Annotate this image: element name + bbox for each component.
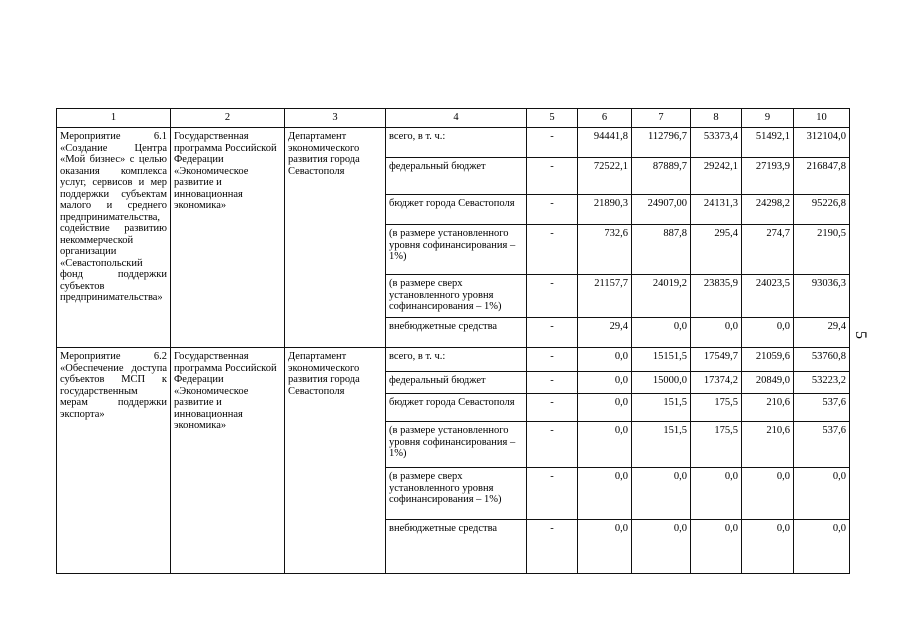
col5-cell: - <box>527 422 578 468</box>
value-cell: 0,0 <box>632 520 691 574</box>
value-cell: 23835,9 <box>691 275 742 318</box>
value-cell: 0,0 <box>632 318 691 348</box>
value-cell: 0,0 <box>578 372 632 394</box>
value-cell: 175,5 <box>691 394 742 422</box>
value-cell: 0,0 <box>742 468 794 520</box>
header-cell: 10 <box>794 109 850 128</box>
value-cell: 53373,4 <box>691 128 742 158</box>
value-cell: 0,0 <box>742 318 794 348</box>
executor-cell: Департамент экономического развития города Севастополя <box>285 348 386 574</box>
total-cell: 537,6 <box>794 422 850 468</box>
total-cell: 93036,3 <box>794 275 850 318</box>
col5-cell: - <box>527 394 578 422</box>
source-cell: (в размере установленного уровня софинансирования – 1%) <box>386 225 527 275</box>
value-cell: 0,0 <box>742 520 794 574</box>
event-cell: Мероприятие 6.2 «Обеспечение доступа субъектов МСП к государственным мерам поддержки экспорта» <box>57 348 171 574</box>
value-cell: 21059,6 <box>742 348 794 372</box>
value-cell: 21890,3 <box>578 195 632 225</box>
value-cell: 51492,1 <box>742 128 794 158</box>
total-cell: 0,0 <box>794 520 850 574</box>
col5-cell: - <box>527 318 578 348</box>
source-cell: федеральный бюджет <box>386 158 527 195</box>
source-cell: бюджет города Севастополя <box>386 195 527 225</box>
value-cell: 0,0 <box>578 348 632 372</box>
source-cell: внебюджетные средства <box>386 520 527 574</box>
total-cell: 537,6 <box>794 394 850 422</box>
value-cell: 29242,1 <box>691 158 742 195</box>
source-cell: внебюджетные средства <box>386 318 527 348</box>
total-cell: 95226,8 <box>794 195 850 225</box>
header-cell: 5 <box>527 109 578 128</box>
header-cell: 3 <box>285 109 386 128</box>
value-cell: 24131,3 <box>691 195 742 225</box>
col5-cell: - <box>527 348 578 372</box>
value-cell: 151,5 <box>632 422 691 468</box>
value-cell: 0,0 <box>578 468 632 520</box>
source-cell: федеральный бюджет <box>386 372 527 394</box>
value-cell: 175,5 <box>691 422 742 468</box>
value-cell: 17374,2 <box>691 372 742 394</box>
total-cell: 29,4 <box>794 318 850 348</box>
header-cell: 1 <box>57 109 171 128</box>
value-cell: 0,0 <box>578 394 632 422</box>
header-cell: 8 <box>691 109 742 128</box>
table-row <box>57 128 850 158</box>
value-cell: 87889,7 <box>632 158 691 195</box>
value-cell: 151,5 <box>632 394 691 422</box>
col5-cell: - <box>527 372 578 394</box>
value-cell: 29,4 <box>578 318 632 348</box>
funding-table <box>56 108 850 574</box>
value-cell: 295,4 <box>691 225 742 275</box>
value-cell: 112796,7 <box>632 128 691 158</box>
header-cell: 9 <box>742 109 794 128</box>
value-cell: 0,0 <box>691 318 742 348</box>
header-cell: 6 <box>578 109 632 128</box>
source-cell: (в размере установленного уровня софинансирования – 1%) <box>386 422 527 468</box>
col5-cell: - <box>527 195 578 225</box>
source-cell: (в размере сверх установленного уровня софинансирования – 1%) <box>386 275 527 318</box>
source-cell: (в размере сверх установленного уровня софинансирования – 1%) <box>386 468 527 520</box>
value-cell: 887,8 <box>632 225 691 275</box>
program-cell: Государственная программа Российской Федерации «Экономическое развитие и инновационная экономика» <box>171 348 285 574</box>
header-row <box>57 109 850 128</box>
value-cell: 0,0 <box>578 520 632 574</box>
value-cell: 20849,0 <box>742 372 794 394</box>
total-cell: 53223,2 <box>794 372 850 394</box>
value-cell: 24019,2 <box>632 275 691 318</box>
page-number: 5 <box>852 331 869 339</box>
executor-cell: Департамент экономического развития города Севастополя <box>285 128 386 348</box>
header-cell: 7 <box>632 109 691 128</box>
col5-cell: - <box>527 275 578 318</box>
value-cell: 15000,0 <box>632 372 691 394</box>
value-cell: 72522,1 <box>578 158 632 195</box>
value-cell: 732,6 <box>578 225 632 275</box>
value-cell: 0,0 <box>578 422 632 468</box>
program-cell: Государственная программа Российской Федерации «Экономическое развитие и инновационная экономика» <box>171 128 285 348</box>
header-cell: 4 <box>386 109 527 128</box>
value-cell: 27193,9 <box>742 158 794 195</box>
value-cell: 210,6 <box>742 394 794 422</box>
total-cell: 2190,5 <box>794 225 850 275</box>
table-row <box>57 348 850 372</box>
source-cell: всего, в т. ч.: <box>386 348 527 372</box>
value-cell: 0,0 <box>691 520 742 574</box>
value-cell: 210,6 <box>742 422 794 468</box>
value-cell: 24907,00 <box>632 195 691 225</box>
value-cell: 24023,5 <box>742 275 794 318</box>
value-cell: 274,7 <box>742 225 794 275</box>
col5-cell: - <box>527 468 578 520</box>
value-cell: 24298,2 <box>742 195 794 225</box>
col5-cell: - <box>527 128 578 158</box>
source-cell: бюджет города Севастополя <box>386 394 527 422</box>
total-cell: 216847,8 <box>794 158 850 195</box>
col5-cell: - <box>527 520 578 574</box>
header-cell: 2 <box>171 109 285 128</box>
value-cell: 0,0 <box>632 468 691 520</box>
total-cell: 312104,0 <box>794 128 850 158</box>
total-cell: 0,0 <box>794 468 850 520</box>
event-cell: Мероприятие 6.1 «Создание Центра «Мой бизнес» с целью оказания комплекса услуг, сервисов и мер поддержки субъектам малого и среднего предпринимательства, содействие развитию некоммерческой организации «Севастопольский фонд поддержки субъектов предпринимательства» <box>57 128 171 348</box>
col5-cell: - <box>527 158 578 195</box>
col5-cell: - <box>527 225 578 275</box>
total-cell: 53760,8 <box>794 348 850 372</box>
value-cell: 15151,5 <box>632 348 691 372</box>
value-cell: 94441,8 <box>578 128 632 158</box>
value-cell: 0,0 <box>691 468 742 520</box>
source-cell: всего, в т. ч.: <box>386 128 527 158</box>
value-cell: 17549,7 <box>691 348 742 372</box>
value-cell: 21157,7 <box>578 275 632 318</box>
